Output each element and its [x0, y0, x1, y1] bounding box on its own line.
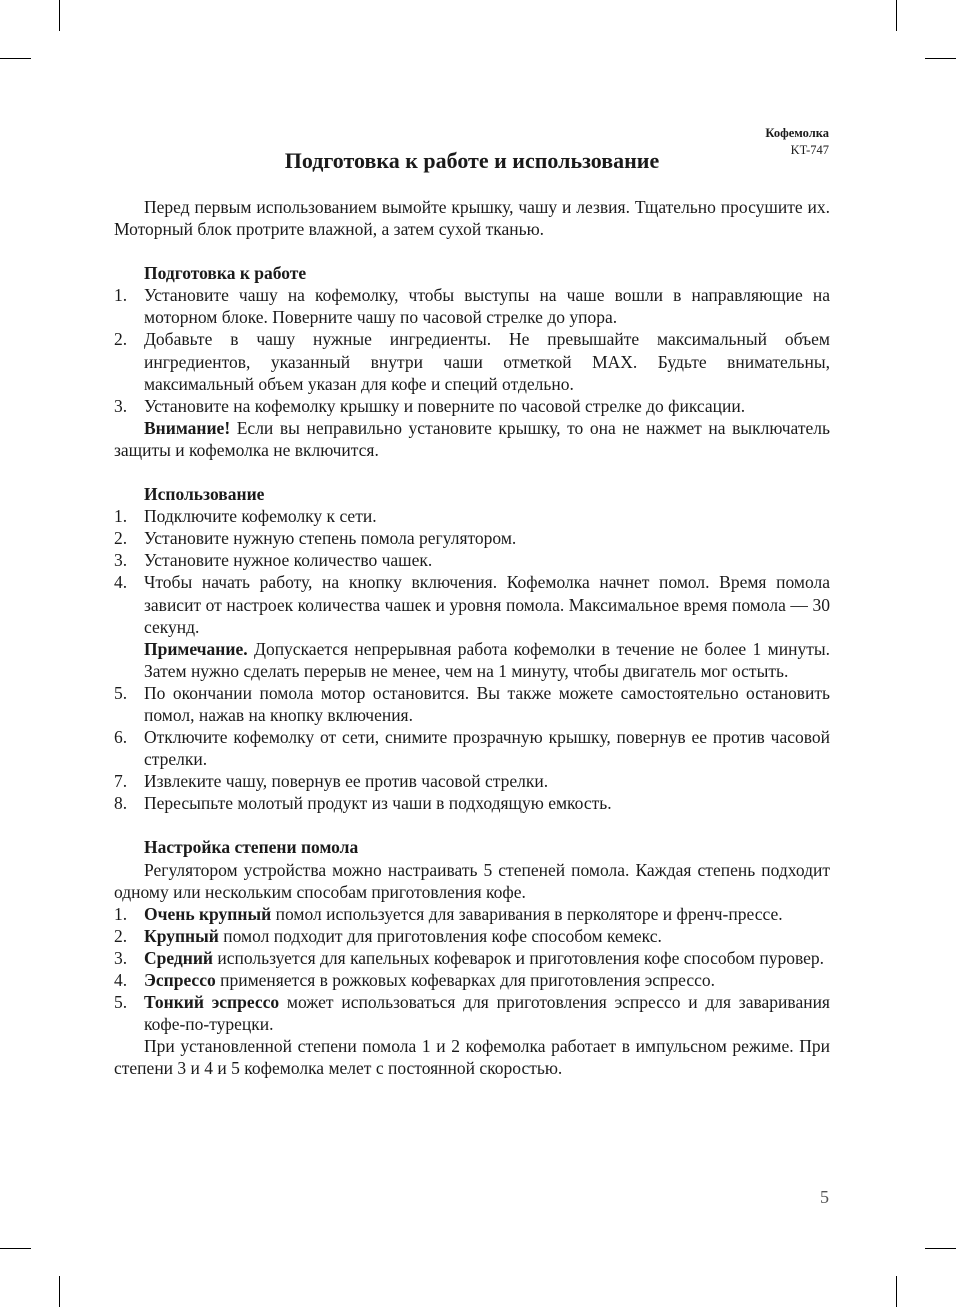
page-number: 5 — [820, 1187, 829, 1207]
list-item: 4. Эспрессо применяется в рожковых кофеварках для приготовления эспрессо. — [114, 970, 716, 990]
list-item: 3. Средний используется для капельных кофеварок и приготовления кофе способом пуровер. — [114, 947, 825, 968]
list-item: 2. Установите нужную степень помола регулятором. — [114, 528, 517, 549]
list-item: 3. Установите на кофемолку крышку и поверните по часовой стрелке до фиксации. — [114, 395, 746, 416]
grind-intro: Регулятором устройства можно настраивать 5 степеней помола. Каждая степень подходит одному или нескольким способам приготовления кофе. — [114, 859, 830, 902]
list-item: 6. Отключите кофемолку от сети, снимите прозрачную крышку, повернув ее против часовой стрелки. — [114, 727, 830, 770]
grind-outro: При установленной степени помола 1 и 2 кофемолка работает в импульсном режиме. При степени 3 и 4 и 5 кофемолка мелет с постоянной скоростью. — [114, 1036, 830, 1079]
intro-paragraph: Перед первым использованием вымойте крышку, чашу и лезвия. Тщательно просушите их. Моторный блок протрите влажной, а затем сухой тканью. — [114, 197, 830, 240]
crop-mark — [0, 58, 31, 59]
list-item: 1. Подключите кофемолку к сети. — [114, 506, 377, 527]
list-item: 3. Установите нужное количество чашек. — [114, 550, 433, 571]
crop-mark — [0, 1248, 31, 1249]
crop-mark — [59, 1276, 60, 1307]
list-item: 2. Крупный помол подходит для приготовления кофе способом кемекс. — [114, 925, 662, 946]
note-label: Примечание. — [144, 638, 248, 659]
crop-mark — [59, 0, 60, 31]
page-title: Подготовка к работе и использование — [284, 148, 660, 173]
note-paragraph: Примечание. Допускается непрерывная работа кофемолки в течение не более 1 минуты. Затем нужно сделать перерыв не менее, чем на 1 минуту, чтобы двигатель мог остыть. — [144, 638, 830, 681]
list-item: 5. По окончании помола мотор остановится. Вы также можете самостоятельно остановить помол, нажав на кнопку включения. — [114, 682, 830, 725]
document-body — [114, 196, 830, 1079]
grind-list — [114, 903, 830, 1036]
list-item: 4. Чтобы начать работу, на кнопку включения. Кофемолка начнет помол. Время помола зависит от настроек количества чашек и уровня помола. Максимальное время помола — 30 секунд. — [114, 572, 830, 637]
list-item: 7. Извлеките чашу, повернув ее против часовой стрелки. — [114, 771, 549, 792]
header-model: KT-747 — [790, 143, 829, 157]
crop-mark — [925, 58, 956, 59]
crop-mark — [896, 1276, 897, 1307]
usage-list — [114, 505, 830, 638]
warning-paragraph: Внимание! Если вы неправильно установите крышку, то она не нажмет на выключатель защиты и кофемолка не включится. — [114, 417, 830, 460]
usage-list-continued — [114, 682, 830, 815]
list-item: 1. Очень крупный помол используется для заваривания в перколяторе и френч-прессе. — [114, 903, 783, 924]
crop-mark — [896, 0, 897, 31]
prep-list — [114, 284, 830, 417]
warning-label: Внимание! — [144, 417, 231, 438]
prep-section-title: Подготовка к работе — [144, 263, 307, 284]
list-item: 5. Тонкий эспрессо может использоваться для приготовления эспрессо и для заваривания кофе-по-турецки. — [114, 992, 830, 1035]
usage-section-title: Использование — [144, 484, 265, 505]
list-item: 1. Установите чашу на кофемолку, чтобы выступы на чаше вошли в направляющие на моторном блоке. Поверните чашу по часовой стрелке до упора. — [114, 285, 830, 328]
list-item: 2. Добавьте в чашу нужные ингредиенты. Не превышайте максимальный объем ингредиентов, указанный внутри чаши отметкой MAX. Будьте внимательны, максимальный объем указан для кофе и специй отдельно. — [114, 329, 830, 394]
crop-mark — [925, 1248, 956, 1249]
header-product: Кофемолка — [765, 126, 829, 140]
grind-section-title: Настройка степени помола — [144, 837, 359, 858]
list-item: 8. Пересыпьте молотый продукт из чаши в подходящую емкость. — [114, 793, 612, 814]
